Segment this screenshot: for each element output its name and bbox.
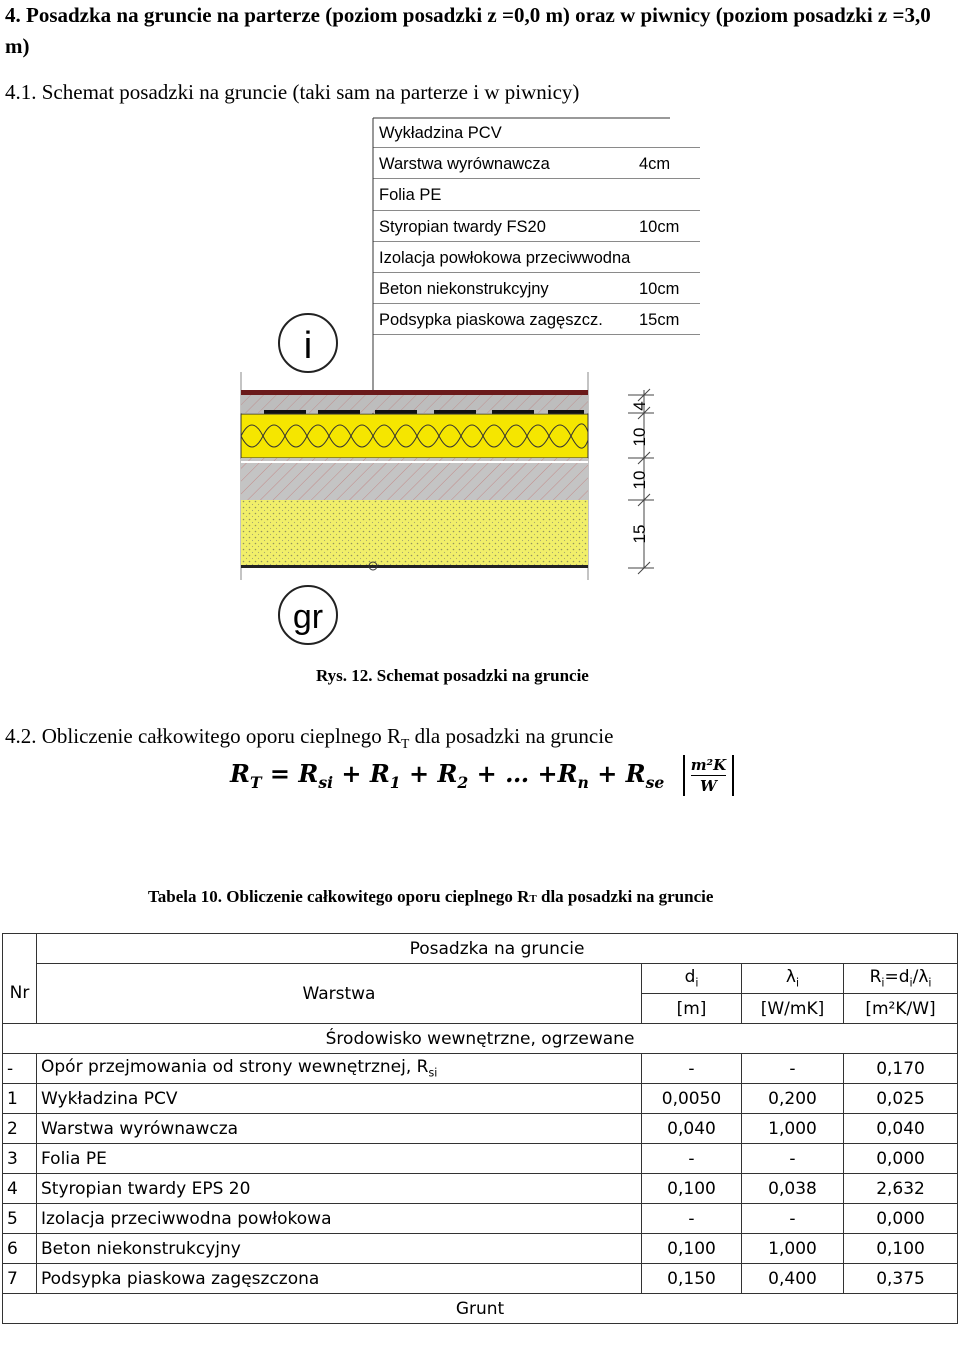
cell-name: Podsypka piaskowa zagęszczona bbox=[37, 1264, 642, 1294]
table-caption: Tabela 10. Obliczenie całkowitego oporu cieplnego RT dla posadzki na gruncie bbox=[148, 887, 714, 906]
dimension-label: 15 bbox=[630, 524, 649, 544]
header-d: $d_i$ bbox=[642, 964, 742, 994]
ground-symbol-label: gr bbox=[292, 598, 324, 636]
cell-d: 0,040 bbox=[642, 1114, 742, 1144]
cell-name: Izolacja przeciwwodna powłokowa bbox=[37, 1204, 642, 1234]
env-ground-row: Grunt bbox=[3, 1294, 958, 1324]
unit-r: [m²K/W] bbox=[844, 994, 958, 1024]
cell-r: 0,000 bbox=[844, 1204, 958, 1234]
table-row bbox=[3, 1264, 958, 1294]
cell-d: 0,0050 bbox=[642, 1084, 742, 1114]
table-row bbox=[3, 1174, 958, 1204]
cell-d: - bbox=[642, 1054, 742, 1084]
cell-nr: 6 bbox=[3, 1234, 37, 1264]
cell-lambda: 0,400 bbox=[742, 1264, 844, 1294]
cell-nr: 5 bbox=[3, 1204, 37, 1234]
header-layer: Warstwa bbox=[37, 964, 642, 1024]
cell-lambda: 1,000 bbox=[742, 1114, 844, 1144]
cell-lambda: - bbox=[742, 1144, 844, 1174]
table-row bbox=[3, 1114, 958, 1144]
dimension-label: 10 bbox=[630, 427, 649, 447]
cell-name: Styropian twardy EPS 20 bbox=[37, 1174, 642, 1204]
cell-lambda: - bbox=[742, 1204, 844, 1234]
legend-layer-name: Wykładzina PCV bbox=[379, 124, 502, 142]
unit-d: [m] bbox=[642, 994, 742, 1024]
cell-lambda: 1,000 bbox=[742, 1234, 844, 1264]
header-r: $R_i=d_i/\lambda_i$ bbox=[844, 964, 958, 994]
env-inside-row: Środowisko wewnętrzne, ogrzewane bbox=[3, 1024, 958, 1054]
cell-lambda: 0,200 bbox=[742, 1084, 844, 1114]
cell-name: Warstwa wyrównawcza bbox=[37, 1114, 642, 1144]
layer-insulation bbox=[241, 414, 588, 458]
cell-r: 0,000 bbox=[844, 1144, 958, 1174]
cell-name: Folia PE bbox=[37, 1144, 642, 1174]
cell-r: 0,170 bbox=[844, 1054, 958, 1084]
cell-lambda: - bbox=[742, 1054, 844, 1084]
resistance-formula: $R_T = R_{si} + R_1 + R_2$ + … $+R_n + R_{se}$ $\frac{\text{m²K}}{W}$ bbox=[230, 755, 734, 796]
cell-r: 0,100 bbox=[844, 1234, 958, 1264]
cell-layer: Opór przejmowania od strony wewnętrznej, $R_{si}$ bbox=[37, 1054, 642, 1084]
cell-nr: 4 bbox=[3, 1174, 37, 1204]
cell-nr: 7 bbox=[3, 1264, 37, 1294]
cell-d: 0,100 bbox=[642, 1174, 742, 1204]
table-row bbox=[3, 1084, 958, 1114]
dimension-label: 10 bbox=[630, 470, 649, 490]
layer-pcv bbox=[241, 390, 588, 395]
legend-layer-thickness: 10cm bbox=[639, 279, 680, 298]
cell-d: 0,100 bbox=[642, 1234, 742, 1264]
legend-layer-name: Styropian twardy FS20 bbox=[379, 217, 546, 236]
formula-unit: $\frac{\text{m²K}}{W}$ bbox=[683, 755, 734, 796]
cell-nr: 2 bbox=[3, 1114, 37, 1144]
table-row bbox=[3, 1144, 958, 1174]
inside-symbol-label: i bbox=[303, 325, 313, 367]
legend-layer-thickness: 4cm bbox=[639, 155, 671, 174]
unit-lambda: [W/mK] bbox=[742, 994, 844, 1024]
header-nr: Nr bbox=[3, 964, 37, 1024]
resistance-table bbox=[2, 933, 958, 1324]
table-row bbox=[3, 1204, 958, 1234]
legend-layer-thickness: 15cm bbox=[639, 311, 680, 330]
cell-r: 0,025 bbox=[844, 1084, 958, 1114]
cell-nr: 3 bbox=[3, 1144, 37, 1174]
section-4-2-title: 4.2. Obliczenie całkowitego oporu cieplnego $R_T$ dla posadzki na gruncie bbox=[5, 724, 614, 752]
cell-lambda: 0,038 bbox=[742, 1174, 844, 1204]
legend-layer-name: Podsypka piaskowa zagęszcz. bbox=[379, 311, 603, 330]
table-row bbox=[3, 1054, 958, 1084]
legend-layer-name: Beton niekonstrukcyjny bbox=[379, 279, 549, 298]
dimension-label: 4 bbox=[630, 401, 649, 411]
cell-d: - bbox=[642, 1144, 742, 1174]
document-heading: 4. Posadzka na gruncie na parterze (poziom posadzki z =0,0 m) oraz w piwnicy (poziom posadzki z =3,0 m) bbox=[5, 3, 931, 58]
cell-r: 0,375 bbox=[844, 1264, 958, 1294]
cell-nr: - bbox=[3, 1054, 37, 1084]
cell-r: 2,632 bbox=[844, 1174, 958, 1204]
table-row bbox=[3, 1234, 958, 1264]
floor-section-diagram bbox=[230, 110, 670, 655]
cell-d: - bbox=[642, 1204, 742, 1234]
cell-r: 0,040 bbox=[844, 1114, 958, 1144]
figure-caption: Rys. 12. Schemat posadzki na gruncie bbox=[316, 666, 589, 685]
legend-layer-name: Folia PE bbox=[379, 186, 442, 205]
cell-name: Wykładzina PCV bbox=[37, 1084, 642, 1114]
section-4-1-title: 4.1. Schemat posadzki na gruncie (taki sam na parterze i w piwnicy) bbox=[5, 80, 580, 104]
cell-name: Beton niekonstrukcyjny bbox=[37, 1234, 642, 1264]
legend-layer-name: Warstwa wyrównawcza bbox=[379, 155, 550, 174]
legend-layer-name: Izolacja powłokowa przeciwwodna bbox=[379, 248, 631, 267]
header-lambda: $\lambda_i$ bbox=[742, 964, 844, 994]
cell-nr: 1 bbox=[3, 1084, 37, 1114]
cell-d: 0,150 bbox=[642, 1264, 742, 1294]
legend-layer-thickness: 10cm bbox=[639, 217, 680, 236]
table-title: Posadzka na gruncie bbox=[37, 934, 958, 964]
